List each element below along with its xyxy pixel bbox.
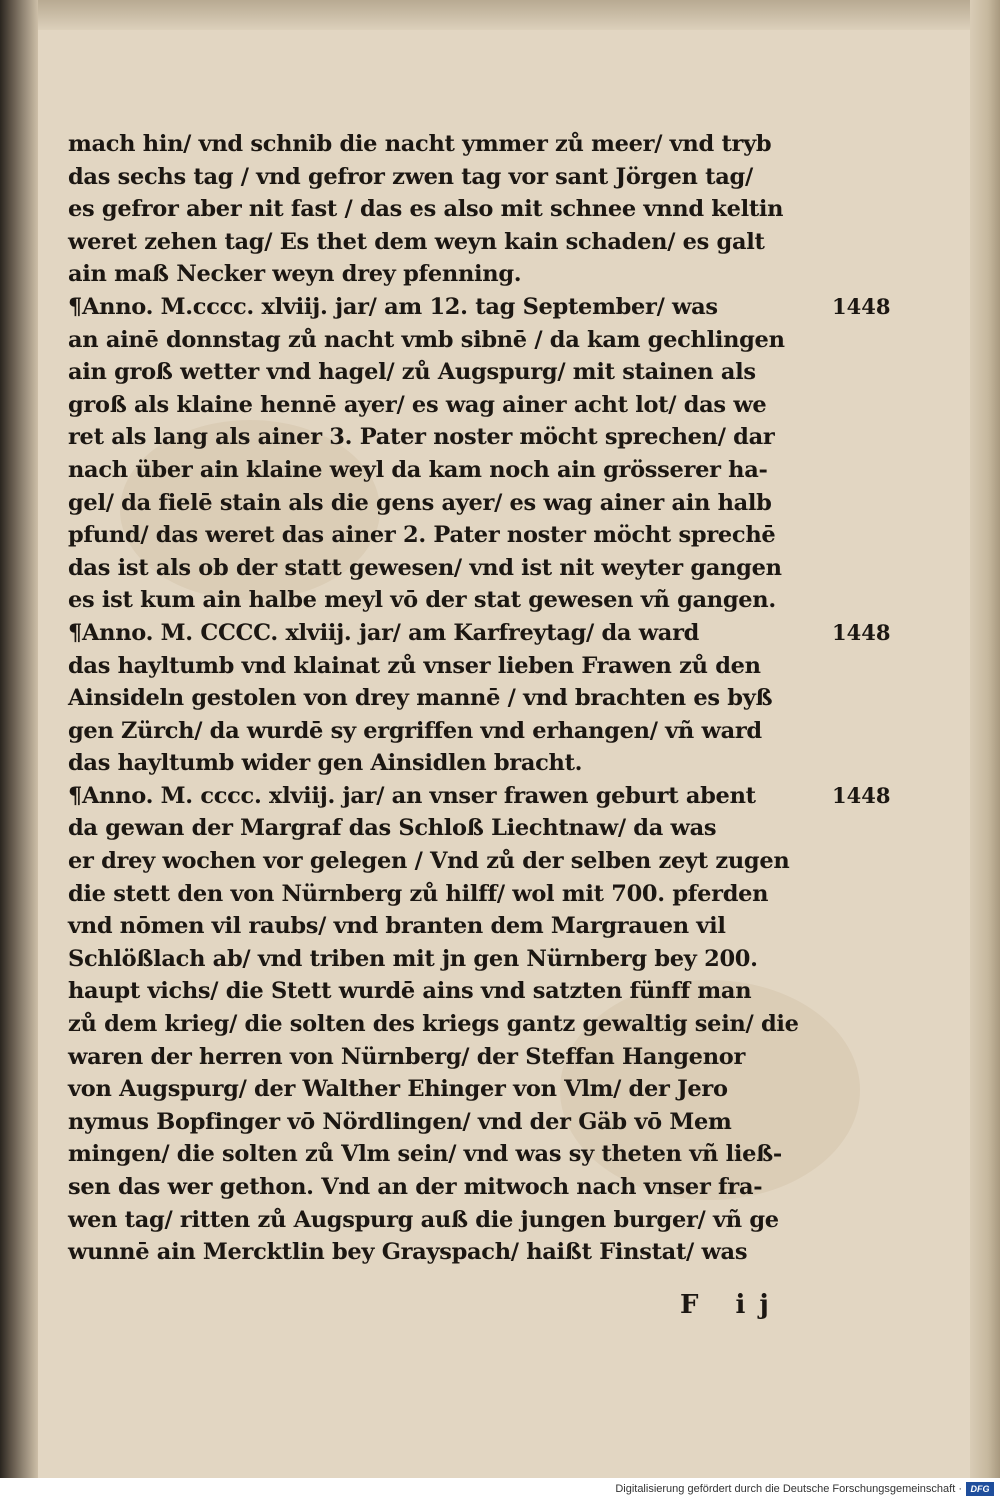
- text-line: mach hin/ vnd schnib die nacht ymmer zů meer/ vnd tryb: [68, 131, 772, 157]
- text-line: groß als klaine hennē ayer/ es wag ainer acht lot/ das we: [68, 391, 767, 418]
- text-line: an ainē donnstag zů nacht vmb sibnē / da kam gechlingen: [68, 326, 785, 353]
- text-line: er drey wochen vor gelegen / Vnd zů der selben zeyt zugen: [68, 848, 790, 875]
- text-line: ¶Anno. M.cccc. xlviij. jar/ am 12. tag September/ was: [68, 293, 718, 320]
- text-line: es ist kum ain halbe meyl vō der stat gewesen vñ gangen.: [68, 587, 776, 614]
- text-line: das hayltumb wider gen Ainsidlen bracht.: [68, 750, 583, 777]
- margin-year: 1448: [832, 783, 891, 808]
- text-line: waren der herren von Nürnberg/ der Steffan Hangenor: [68, 1043, 746, 1070]
- book-gutter-shadow: [0, 0, 38, 1478]
- text-line: ¶Anno. M. CCCC. xlviij. jar/ am Karfreytag/ da ward: [68, 619, 700, 646]
- text-line: wen tag/ ritten zů Augspurg auß die jungen burger/ vñ ge: [68, 1206, 779, 1233]
- text-line: von Augspurg/ der Walther Ehinger von Vlm/ der Jero: [68, 1076, 728, 1103]
- text-line: gel/ da fielē stain als die gens ayer/ es wag ainer ain halb: [68, 489, 772, 516]
- text-line: das ist als ob der statt gewesen/ vnd ist nit weyter gangen: [68, 554, 782, 581]
- signature-mark: F ij: [680, 1290, 783, 1320]
- text-line: ret als lang als ainer 3. Pater noster möcht sprechen/ dar: [68, 424, 775, 451]
- margin-year: 1448: [832, 620, 891, 645]
- text-line: mingen/ die solten zů Vlm sein/ vnd was sy theten vñ ließ-: [68, 1141, 782, 1168]
- text-line: zů dem krieg/ die solten des kriegs gantz gewaltig sein/ die: [68, 1011, 799, 1038]
- text-line: die stett den von Nürnberg zů hilff/ wol mit 700. pferden: [68, 880, 769, 907]
- dfg-logo[interactable]: DFG: [966, 1482, 994, 1496]
- page-top-shadow: [0, 0, 1000, 30]
- text-line: Ainsideln gestolen von drey mannē / vnd brachten es byß: [68, 685, 773, 712]
- text-line: das sechs tag / vnd gefror zwen tag vor sant Jörgen tag/: [68, 163, 753, 190]
- text-line: weret zehen tag/ Es thet dem weyn kain schaden/ es galt: [68, 228, 765, 255]
- text-line: nach über ain klaine weyl da kam noch ain grösserer ha-: [68, 456, 768, 483]
- text-line: haupt vichs/ die Stett wurdē ains vnd satzten fünff man: [68, 978, 752, 1005]
- text-line: das hayltumb vnd klainat zů vnser lieben Frawen zů den: [68, 652, 761, 679]
- text-line: sen das wer gethon. Vnd an der mitwoch nach vnser fra-: [68, 1174, 763, 1200]
- text-line: es gefror aber nit fast / das es also mit schnee vnnd keltin: [68, 196, 784, 223]
- text-line: pfund/ das weret das ainer 2. Pater noster möcht sprechē: [68, 522, 776, 549]
- text-line: da gewan der Margraf das Schloß Liechtnaw/ da was: [68, 815, 717, 842]
- body-text: [68, 128, 828, 1269]
- footer-credit: Digitalisierung gefördert durch die Deutsche Forschungsgemeinschaft ·: [615, 1483, 962, 1495]
- text-line: ¶Anno. M. cccc. xlviij. jar/ an vnser frawen geburt abent: [68, 782, 756, 809]
- text-line: wunnē ain Mercktlin bey Grayspach/ haißt Finstat/ was: [68, 1239, 748, 1266]
- text-line: Schlößlach ab/ vnd triben mit jn gen Nürnberg bey 200.: [68, 945, 758, 972]
- text-line: vnd nōmen vil raubs/ vnd branten dem Margrauen vil: [68, 913, 726, 940]
- margin-year: 1448: [832, 294, 891, 319]
- page-right-edge: [970, 0, 1000, 1478]
- text-line: gen Zürch/ da wurdē sy ergriffen vnd erhangen/ vñ ward: [68, 717, 762, 744]
- text-line: ain groß wetter vnd hagel/ zů Augspurg/ mit stainen als: [68, 359, 756, 386]
- text-line: ain maß Necker weyn drey pfenning.: [68, 261, 522, 288]
- text-line: nymus Bopfinger vō Nördlingen/ vnd der Gäb vō Mem: [68, 1108, 732, 1135]
